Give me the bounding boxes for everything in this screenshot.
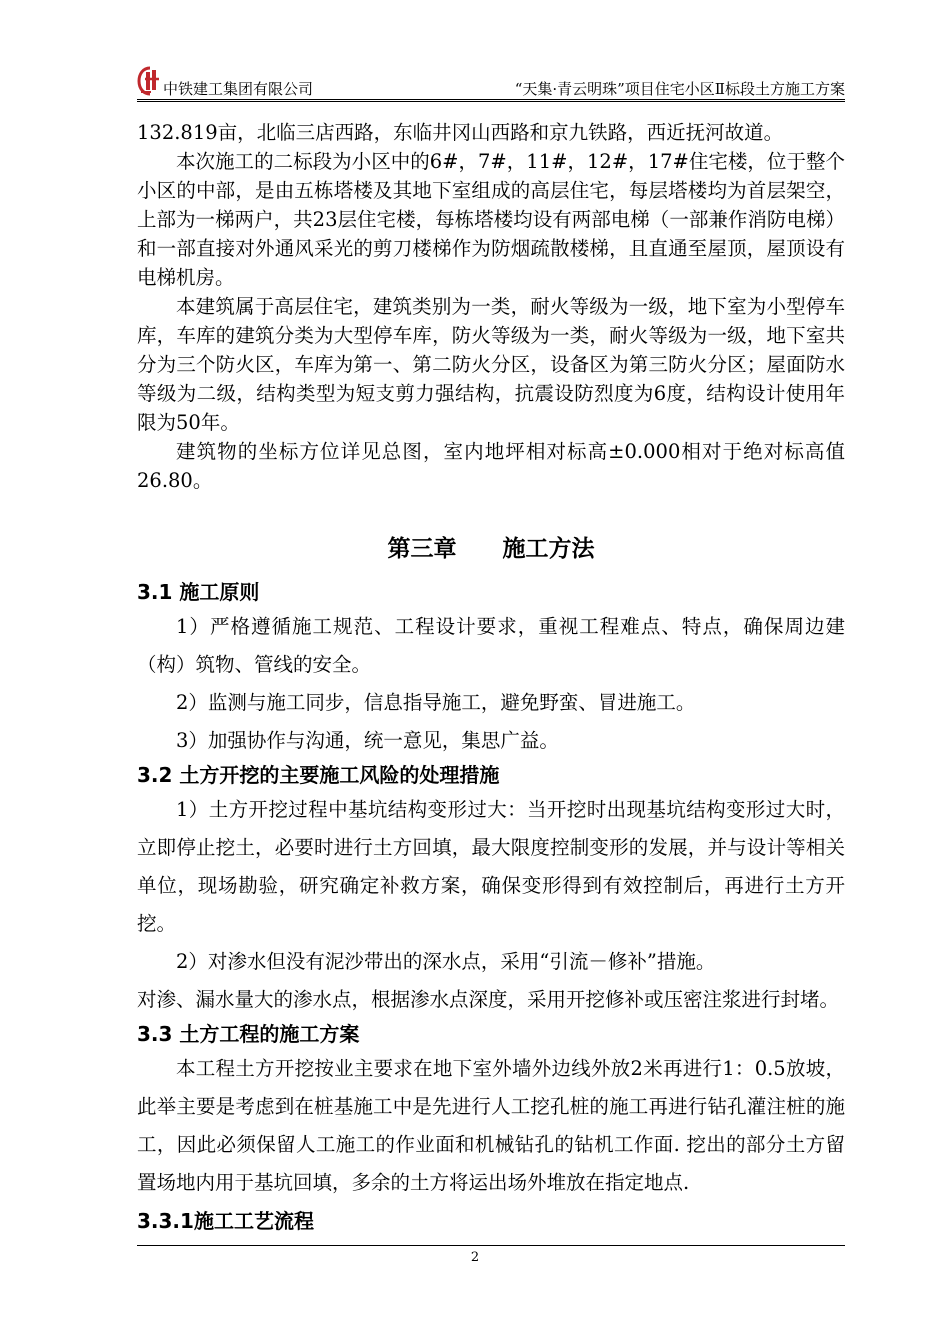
risk-item-2-continued: 对渗、漏水量大的渗水点，根据渗水点深度，采用开挖修补或压密注浆进行封堵。 [137, 988, 840, 1011]
section-3-3-1-heading: 3.3.1施工工艺流程 [137, 1209, 314, 1233]
company-logo-icon [137, 66, 163, 96]
risk-item-1: 1）土方开挖过程中基坑结构变形过大：当开挖时出现基坑结构变形过大时，立即停止挖土，必要时进行土方回填，最大限度控制变形的发展，并与设计等相关单位，现场勘验，研究确定补救方案，确保变形得到有效控制后，再进行土方开挖。 [137, 798, 845, 935]
section-3-1-body [137, 608, 845, 760]
section-3-3-heading: 3.3 土方工程的施工方案 [137, 1022, 360, 1046]
company-name: 中铁建工集团有限公司 [163, 80, 314, 98]
principle-item-3: 3）加强协作与沟通，统一意见，集思广益。 [176, 729, 559, 752]
risk-item-2: 2）对渗水但没有泥沙带出的深水点，采用“引流－修补”措施。 [176, 950, 716, 973]
principle-item-1: 1）严格遵循施工规范、工程设计要求，重视工程难点、特点，确保周边建（构）筑物、管线的安全。 [137, 615, 845, 676]
section-3-3-body [137, 1050, 845, 1202]
intro-paragraph-1: 132.819亩，北临三店西路，东临井冈山西路和京九铁路，西近抚河故道。 [137, 121, 784, 144]
chapter-title: 施工方法 [502, 536, 595, 562]
chapter-number: 第三章 [387, 536, 457, 562]
intro-paragraph-2: 本次施工的二标段为小区中的6#，7#，11#，12#，17#住宅楼，位于整个小区的中部，是由五栋塔楼及其地下室组成的高层住宅，每层塔楼均为首层架空，上部为一梯两户，共23层住宅楼，每栋塔楼均设有两部电梯（一部兼作消防电梯）和一部直接对外通风采光的剪刀楼梯作为防烟疏散楼梯，且直通至屋顶，屋顶设有电梯机房。 [137, 150, 845, 289]
page-number: 2 [470, 1250, 480, 1265]
section-3-1-heading: 3.1 施工原则 [137, 580, 260, 604]
project-title: “天集·青云明珠”项目住宅小区Ⅱ标段土方施工方案 [514, 80, 845, 98]
section-3-2-body [137, 791, 845, 1019]
section-3-2-heading: 3.2 土方开挖的主要施工风险的处理措施 [137, 763, 500, 787]
intro-paragraph-4: 建筑物的坐标方位详见总图，室内地坪相对标高±0.000相对于绝对标高值26.80。 [137, 440, 845, 492]
earthwork-plan-paragraph: 本工程土方开挖按业主要求在地下室外墙外边线外放2米再进行1：0.5放坡，此举主要是考虑到在桩基施工中是先进行人工挖孔桩的施工再进行钻孔灌注桩的施工，因此必须保留人工施工的作业面和机械钻孔的钻机工作面. 挖出的部分土方留置场地内用于基坑回填，多余的土方将运出场外堆放在指定地点. [137, 1057, 845, 1194]
intro-paragraph-3: 本建筑属于高层住宅，建筑类别为一类，耐火等级为一级，地下室为小型停车库，车库的建筑分类为大型停车库，防火等级为一类，耐火等级为一级，地下室共分为三个防火区，车库为第一、第二防火分区，设备区为第三防火分区；屋面防水等级为二级，结构类型为短支剪力强结构，抗震设防烈度为6度，结构设计使用年限为50年。 [137, 295, 845, 434]
document-body [137, 118, 845, 1237]
footer-rule [137, 1245, 845, 1246]
chapter-heading [137, 530, 845, 563]
page-header [137, 64, 845, 104]
header-rule [137, 99, 845, 102]
principle-item-2: 2）监测与施工同步，信息指导施工，避免野蛮、冒进施工。 [176, 691, 696, 714]
